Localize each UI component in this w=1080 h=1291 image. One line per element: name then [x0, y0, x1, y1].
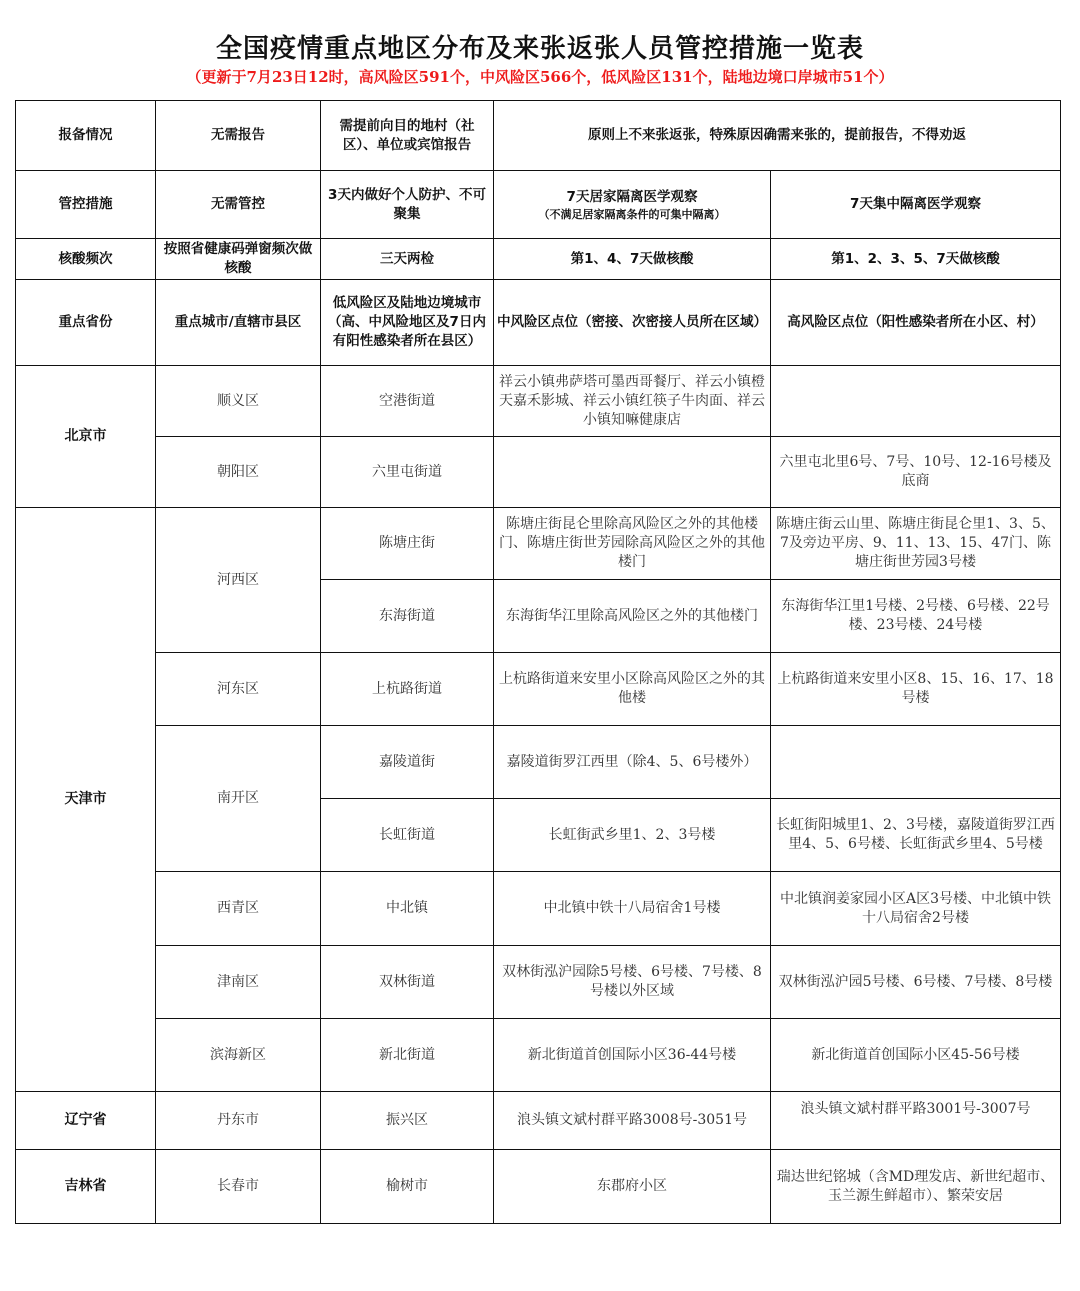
high-risk-cell: 上杭路街道来安里小区8、15、16、17、18号楼 — [771, 653, 1061, 726]
testing-medium-risk: 第1、4、7天做核酸 — [494, 239, 771, 280]
control-none: 无需管控 — [156, 171, 321, 239]
home-isolation-note: （不满足居家隔离条件的可集中隔离） — [538, 207, 726, 221]
table-row — [16, 508, 1061, 580]
city-cell: 南开区 — [156, 726, 321, 872]
control-row — [16, 171, 1061, 239]
city-cell: 长春市 — [156, 1150, 321, 1224]
city-cell: 津南区 — [156, 946, 321, 1019]
column-header-high-risk: 高风险区点位（阳性感染者所在小区、村） — [771, 280, 1061, 366]
street-cell: 新北街道 — [321, 1019, 494, 1092]
street-cell: 六里屯街道 — [321, 437, 494, 508]
control-measures-table — [15, 100, 1061, 1224]
testing-low-risk: 三天两检 — [321, 239, 494, 280]
medium-risk-cell: 东海街华江里除高风险区之外的其他楼门 — [494, 580, 771, 653]
column-header-row — [16, 280, 1061, 366]
medium-risk-cell: 中北镇中铁十八局宿舍1号楼 — [494, 872, 771, 946]
province-cell: 北京市 — [16, 366, 156, 508]
column-header-low-risk: 低风险区及陆地边境城市（高、中风险地区及7日内有阳性感染者所在县区） — [321, 280, 494, 366]
high-risk-cell — [771, 366, 1061, 437]
table-row — [16, 653, 1061, 726]
row-label-report: 报备情况 — [16, 101, 156, 171]
column-header-city: 重点城市/直辖市县区 — [156, 280, 321, 366]
row-label-control: 管控措施 — [16, 171, 156, 239]
high-risk-cell: 东海街华江里1号楼、2号楼、6号楼、22号楼、23号楼、24号楼 — [771, 580, 1061, 653]
medium-risk-cell: 嘉陵道街罗江西里（除4、5、6号楼外） — [494, 726, 771, 799]
medium-risk-cell: 东郡府小区 — [494, 1150, 771, 1224]
high-risk-cell: 新北街道首创国际小区45-56号楼 — [771, 1019, 1061, 1092]
street-cell: 陈塘庄街 — [321, 508, 494, 580]
report-low-risk: 需提前向目的地村（社区）、单位或宾馆报告 — [321, 101, 494, 171]
street-cell: 振兴区 — [321, 1092, 494, 1150]
table-row — [16, 437, 1061, 508]
row-label-testing: 核酸频次 — [16, 239, 156, 280]
table-row — [16, 726, 1061, 799]
street-cell: 嘉陵道街 — [321, 726, 494, 799]
high-risk-cell: 瑞达世纪铭城（含MD理发店、新世纪超市、玉兰源生鲜超市）、繁荣安居 — [771, 1150, 1061, 1224]
testing-none: 按照省健康码弹窗频次做核酸 — [156, 239, 321, 280]
column-header-province: 重点省份 — [16, 280, 156, 366]
province-cell: 辽宁省 — [16, 1092, 156, 1150]
high-risk-cell: 陈塘庄街云山里、陈塘庄街昆仑里1、3、5、7及旁边平房、9、11、13、15、47门、陈塘庄街世芳园3号楼 — [771, 508, 1061, 580]
medium-risk-cell: 上杭路街道来安里小区除高风险区之外的其他楼 — [494, 653, 771, 726]
testing-row — [16, 239, 1061, 280]
table-row — [16, 1019, 1061, 1092]
high-risk-cell: 双林街泓沪园5号楼、6号楼、7号楼、8号楼 — [771, 946, 1061, 1019]
testing-high-risk: 第1、2、3、5、7天做核酸 — [771, 239, 1061, 280]
table-row — [16, 1150, 1061, 1224]
city-cell: 河西区 — [156, 508, 321, 653]
high-risk-cell: 浪头镇文斌村群平路3001号-3007号 — [771, 1092, 1061, 1150]
table-row — [16, 366, 1061, 437]
report-row — [16, 101, 1061, 171]
medium-risk-cell: 祥云小镇弗萨塔可墨西哥餐厅、祥云小镇橙天嘉禾影城、祥云小镇红筷子牛肉面、祥云小镇知嘛健康店 — [494, 366, 771, 437]
city-cell: 丹东市 — [156, 1092, 321, 1150]
home-isolation-label: 7天居家隔离医学观察 — [566, 188, 698, 205]
table-row — [16, 946, 1061, 1019]
control-medium-risk — [494, 171, 771, 239]
street-cell: 上杭路街道 — [321, 653, 494, 726]
high-risk-cell: 中北镇润姜家园小区A区3号楼、中北镇中铁十八局宿舍2号楼 — [771, 872, 1061, 946]
table-row — [16, 1092, 1061, 1150]
high-risk-cell: 六里屯北里6号、7号、10号、12-16号楼及底商 — [771, 437, 1061, 508]
street-cell: 空港街道 — [321, 366, 494, 437]
city-cell: 西青区 — [156, 872, 321, 946]
city-cell: 朝阳区 — [156, 437, 321, 508]
province-cell: 吉林省 — [16, 1150, 156, 1224]
control-low-risk: 3天内做好个人防护、不可聚集 — [321, 171, 494, 239]
medium-risk-cell: 长虹街武乡里1、2、3号楼 — [494, 799, 771, 872]
street-cell: 中北镇 — [321, 872, 494, 946]
high-risk-cell: 长虹街阳城里1、2、3号楼，嘉陵道街罗江西里4、5、6号楼、长虹街武乡里4、5号楼 — [771, 799, 1061, 872]
medium-risk-cell: 新北街道首创国际小区36-44号楼 — [494, 1019, 771, 1092]
city-cell: 河东区 — [156, 653, 321, 726]
province-cell: 天津市 — [16, 508, 156, 1092]
high-risk-cell — [771, 726, 1061, 799]
city-cell: 滨海新区 — [156, 1019, 321, 1092]
table-row — [16, 872, 1061, 946]
report-none: 无需报告 — [156, 101, 321, 171]
medium-risk-cell — [494, 437, 771, 508]
medium-risk-cell: 陈塘庄街昆仑里除高风险区之外的其他楼门、陈塘庄街世芳园除高风险区之外的其他楼门 — [494, 508, 771, 580]
street-cell: 双林街道 — [321, 946, 494, 1019]
medium-risk-cell: 浪头镇文斌村群平路3008号-3051号 — [494, 1092, 771, 1150]
street-cell: 东海街道 — [321, 580, 494, 653]
street-cell: 榆树市 — [321, 1150, 494, 1224]
page-title: 全国疫情重点地区分布及来张返张人员管控措施一览表 — [215, 34, 864, 64]
column-header-medium-risk: 中风险区点位（密接、次密接人员所在区域） — [494, 280, 771, 366]
report-mid-high-risk: 原则上不来张返张，特殊原因确需来张的，提前报告，不得劝返 — [494, 101, 1061, 171]
update-subtitle: （更新于7月23日12时，高风险区591个，中风险区566个，低风险区131个，陆地边境口岸城市51个） — [186, 68, 894, 86]
control-high-risk: 7天集中隔离医学观察 — [771, 171, 1061, 239]
city-cell: 顺义区 — [156, 366, 321, 437]
street-cell: 长虹街道 — [321, 799, 494, 872]
medium-risk-cell: 双林街泓沪园除5号楼、6号楼、7号楼、8号楼以外区域 — [494, 946, 771, 1019]
